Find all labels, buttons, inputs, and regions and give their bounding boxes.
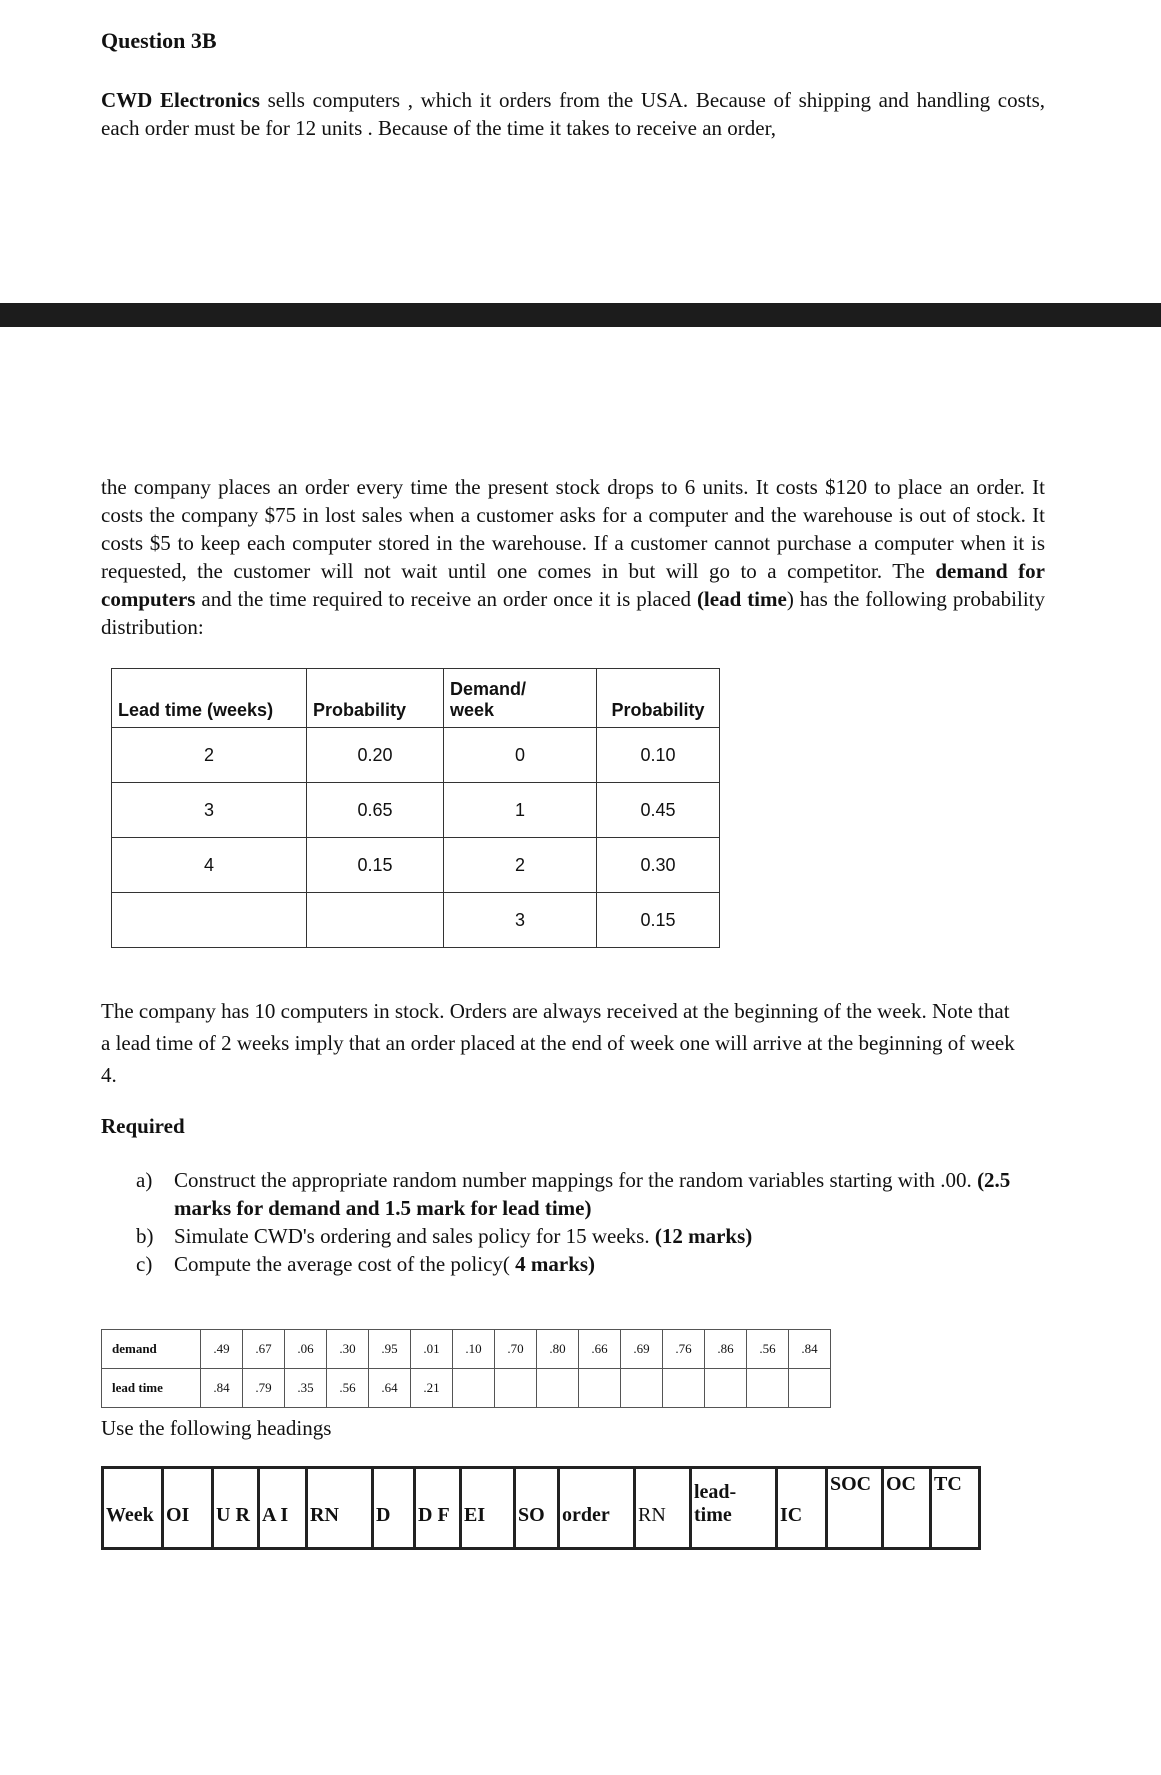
heading-cell: RN: [636, 1469, 692, 1547]
prob-cell: 0.10: [597, 728, 720, 783]
required-item: [136, 1222, 1036, 1250]
demand-rn-cell: .80: [537, 1330, 579, 1369]
prob-cell: 0.15: [597, 893, 720, 948]
stock-note: The company has 10 computers in stock. Orders are always received at the beginning of the week. Note that a lead time of 2 weeks imply that an order placed at the end of week one will arrive at the beginning of week 4.: [101, 999, 1015, 1087]
intro-paragraph: [101, 86, 1045, 142]
heading-cell: IC: [778, 1469, 828, 1547]
prob-cell: [112, 893, 307, 948]
continuation-bold-1: demand for computers: [101, 559, 1045, 611]
demand-rn-cell: .66: [579, 1330, 621, 1369]
prob-cell: 0.45: [597, 783, 720, 838]
required-list: [136, 1166, 1036, 1278]
prob-cell: 3: [444, 893, 597, 948]
prob-row: [112, 728, 720, 783]
heading-cell: order: [560, 1469, 636, 1547]
demand-rn-cell: .69: [621, 1330, 663, 1369]
heading-cell: EI: [462, 1469, 516, 1547]
prob-row: [112, 838, 720, 893]
prob-cell: 3: [112, 783, 307, 838]
random-number-table: [101, 1329, 831, 1408]
prob-cell: 2: [112, 728, 307, 783]
lead-time-label: lead time: [102, 1369, 201, 1408]
prob-cell: 1: [444, 783, 597, 838]
demand-rn-cell: .95: [369, 1330, 411, 1369]
probability-table: [111, 668, 720, 948]
lead-rn-cell: [495, 1369, 537, 1408]
lead-rn-cell: [621, 1369, 663, 1408]
demand-rn-cell: .10: [453, 1330, 495, 1369]
header-lead-time: Lead time (weeks): [112, 669, 307, 728]
continuation-paragraph: [101, 473, 1045, 641]
lead-rn-cell: [747, 1369, 789, 1408]
required-item-label: a): [136, 1168, 153, 1192]
company-name: CWD Electronics: [101, 88, 260, 112]
lead-rn-cell: .35: [285, 1369, 327, 1408]
continuation-bold-2: (lead time: [696, 587, 787, 611]
continuation-text-2: and the time required to receive an order once it is placed: [195, 587, 697, 611]
prob-cell: 4: [112, 838, 307, 893]
heading-cell: SOC: [828, 1469, 884, 1547]
demand-rn-cell: .84: [789, 1330, 831, 1369]
required-item-label: b): [136, 1224, 154, 1248]
demand-rn-cell: .06: [285, 1330, 327, 1369]
demand-label: demand: [102, 1330, 201, 1369]
prob-cell: 0.20: [307, 728, 444, 783]
heading-cell: lead-time: [692, 1469, 778, 1547]
prob-row: [112, 783, 720, 838]
heading-cell: D F: [416, 1469, 462, 1547]
lead-rn-cell: .56: [327, 1369, 369, 1408]
required-item: [136, 1166, 1036, 1222]
continuation-text-1: the company places an order every time the present stock drops to 6 units. It costs $120 to place an order. It costs the company $75 in lost sales when a customer asks for a computer and the warehouse is out of stock. It costs $5 to keep each computer stored in the warehouse. If a customer cannot purchase a computer when it is requested, the customer will not wait until one comes in but will go to a competitor. The: [101, 475, 1045, 583]
header-probability-2: Probability: [597, 669, 720, 728]
lead-rn-cell: [537, 1369, 579, 1408]
lead-rn-cell: [579, 1369, 621, 1408]
lead-rn-cell: [789, 1369, 831, 1408]
prob-cell: [307, 893, 444, 948]
required-item-text: Simulate CWD's ordering and sales policy for 15 weeks. (12 marks): [174, 1224, 753, 1248]
lead-rn-cell: [663, 1369, 705, 1408]
lead-rn-cell: .64: [369, 1369, 411, 1408]
heading-cell: OC: [884, 1469, 932, 1547]
required-item-text: Construct the appropriate random number mappings for the random variables starting with .00. (2.5 marks for demand and 1.5 mark for lead time): [174, 1168, 1011, 1220]
heading-cell: OI: [164, 1469, 214, 1547]
header-demand-week: Demand/ week: [444, 669, 597, 728]
required-heading: Required: [101, 1114, 185, 1138]
question-title: Question 3B: [101, 28, 217, 53]
heading-cell: Week: [104, 1469, 164, 1547]
lead-rn-cell: .79: [243, 1369, 285, 1408]
headings-note: Use the following headings: [101, 1416, 332, 1440]
prob-cell: 0.65: [307, 783, 444, 838]
lead-rn-cell: .84: [201, 1369, 243, 1408]
demand-rn-cell: .56: [747, 1330, 789, 1369]
heading-cell: D: [374, 1469, 416, 1547]
prob-cell: 0: [444, 728, 597, 783]
simulation-headings-row: [101, 1466, 981, 1550]
demand-rn-cell: .01: [411, 1330, 453, 1369]
required-item: [136, 1250, 1036, 1278]
demand-rn-cell: .76: [663, 1330, 705, 1369]
required-item-label: c): [136, 1252, 153, 1276]
continuation-text-3: ) has the following probability distribution:: [101, 587, 1045, 639]
heading-cell: A I: [260, 1469, 308, 1547]
heading-cell: TC: [934, 1473, 962, 1495]
page-divider-bar: [0, 303, 1161, 327]
prob-cell: 0.30: [597, 838, 720, 893]
demand-rn-cell: .30: [327, 1330, 369, 1369]
header-probability-1: Probability: [307, 669, 444, 728]
lead-rn-cell: [705, 1369, 747, 1408]
required-item-text: Compute the average cost of the policy( 4 marks): [174, 1252, 596, 1276]
demand-rn-cell: .86: [705, 1330, 747, 1369]
demand-rn-cell: .67: [243, 1330, 285, 1369]
heading-cell: SO: [516, 1469, 560, 1547]
prob-row: [112, 893, 720, 948]
lead-rn-cell: [453, 1369, 495, 1408]
prob-cell: 0.15: [307, 838, 444, 893]
lead-rn-cell: .21: [411, 1369, 453, 1408]
demand-rn-cell: .49: [201, 1330, 243, 1369]
prob-cell: 2: [444, 838, 597, 893]
demand-rn-cell: .70: [495, 1330, 537, 1369]
heading-cell: U R: [214, 1469, 260, 1547]
heading-cell: RN: [308, 1469, 374, 1547]
intro-text: sells computers , which it orders from the USA. Because of shipping and handling costs, each order must be for 12 units . Because of the time it takes to receive an order,: [101, 88, 1046, 140]
